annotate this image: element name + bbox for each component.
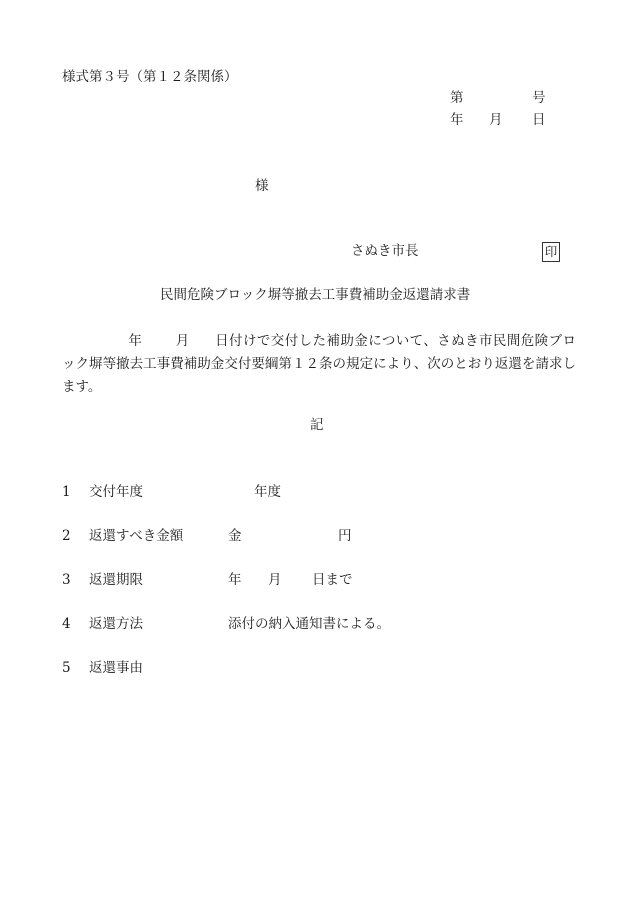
addressee-suffix: 様 (255, 178, 269, 194)
item-number: 5 (62, 660, 71, 676)
date-day-label: 日 (532, 112, 546, 128)
item-label: 交付年度 (89, 484, 143, 500)
item-number: 4 (62, 616, 71, 632)
item-value-month: 月 (268, 572, 282, 588)
item-label: 返還すべき金額 (89, 528, 184, 544)
item-value-day: 日まで (312, 572, 353, 588)
body-year-label: 年 (128, 333, 143, 349)
item-number: 1 (62, 484, 71, 500)
item-label: 返還事由 (89, 660, 143, 676)
item-label: 返還方法 (89, 616, 143, 632)
body-paragraph (62, 330, 576, 399)
document-number-suffix: 号 (532, 90, 546, 106)
document-number-prefix: 第 (450, 90, 464, 106)
item-value-year: 年 (228, 572, 242, 588)
issuer-name: さぬき市長 (351, 243, 419, 259)
item-2 (62, 530, 582, 546)
seal-stamp-box: 印 (542, 242, 560, 262)
date-year-label: 年 (450, 112, 464, 128)
date-month-label: 月 (489, 112, 503, 128)
item-value-prefix: 金 (228, 528, 242, 544)
item-number: 3 (62, 572, 71, 588)
document-title: 民間危険ブロック塀等撤去工事費補助金返還請求書 (160, 287, 471, 303)
item-4 (62, 618, 582, 634)
item-1 (62, 486, 582, 502)
item-number: 2 (62, 528, 71, 544)
body-month-label: 月 (175, 333, 190, 349)
item-5 (62, 662, 582, 678)
item-value: 添付の納入通知書による。 (228, 616, 390, 632)
item-value: 年度 (254, 484, 281, 500)
form-label: 様式第３号（第１２条関係） (62, 69, 238, 85)
body-text: 日付けで交付した補助金について、さぬき市民間危険ブロック塀等撤去工事費補助金交付要綱第１２条の規定により、次のとおり返還を請求します。 (62, 333, 577, 395)
item-value-suffix: 円 (338, 528, 352, 544)
ki-heading: 記 (310, 417, 324, 433)
item-label: 返還期限 (89, 572, 143, 588)
item-3 (62, 574, 582, 590)
